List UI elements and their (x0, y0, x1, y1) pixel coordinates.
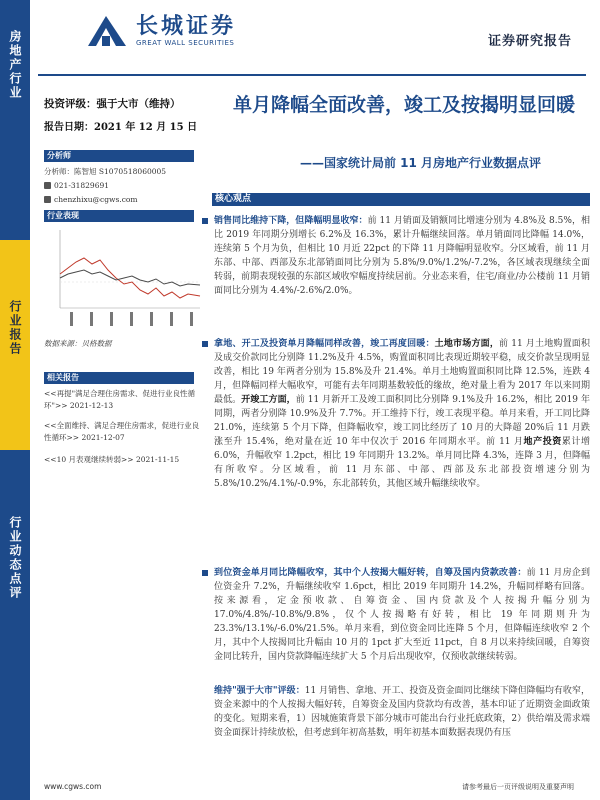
report-type-label: 证券研究报告 (487, 34, 572, 49)
bullet-icon (202, 341, 208, 347)
chart-x-tick-label (70, 312, 73, 326)
investment-label: 地产投资 (523, 437, 562, 447)
logo-chinese-name: 长城证券 (136, 14, 237, 39)
core-point-funding (214, 566, 590, 664)
core-point-land-lead: 拿地、开工及投资单月降幅同样改善，竣工再度回暖： (214, 339, 435, 349)
chart-x-tick-label (150, 312, 153, 326)
related-report-link[interactable]: <<10 月表观继续转弱>> 2021-11-15 (44, 455, 180, 464)
related-report-link[interactable]: <<全面维持、满足合理住房需求，促进行业良性循环>> 2021-12-07 (44, 421, 200, 442)
analyst-phone (44, 181, 109, 190)
sidebar-report-label: 行业报告 (8, 300, 22, 356)
sidebar-industry-label: 房地产行业 (8, 30, 22, 100)
land-market-body: 前 11 月土地购置面积及成交价款同比分别降 11.2%及升 4.5%，购置面积同比表现近期较平稳，成交价款呈现明显改善，相比 19 年两者分别为 15.8%及升 21.4%。单月土地购置面积同比降 12.5%，连跌 4 月，但降幅同样大幅收窄，可能有去年同期基数较低的缘故，绝对量上看为 2017 年以来同期最低。 (214, 339, 590, 405)
investment-body: 累计增 6.0%，升幅收窄 1.2pct，相比 19 年同期升 13.2%。单月同比降 4.3%，连降 3 月，但降幅有所收窄。分区域看，前 11 月东部、中部、西部及东北部投资增速分别为 5.8%/10.2%/4.1%/-0.9%，东北部转负，其他区域升幅继续收窄。 (214, 437, 590, 489)
chart-x-tick-label (90, 312, 93, 326)
construction-label: 开竣工方面， (241, 395, 296, 405)
chart-x-tick-label (110, 312, 113, 326)
core-point-rating-lead: 维持"强于大市"评级： (214, 686, 305, 696)
sidebar-middle-block (0, 240, 30, 450)
report-date: 报告日期：2021 年 12 月 15 日 (44, 122, 198, 133)
core-point-sales (214, 214, 590, 298)
footer-website[interactable]: www.cgws.com (44, 782, 102, 791)
header-divider (38, 74, 586, 76)
phone-icon (44, 182, 51, 189)
chart-series-line-red (60, 258, 200, 298)
land-market-label: 土地市场方面， (434, 339, 500, 349)
report-title: 单月降幅全面改善，竣工及按揭明显回暖 (232, 94, 575, 116)
analyst-name-text: 分析师：陈智旭 S1070518060005 (44, 167, 167, 176)
bullet-icon (202, 570, 208, 576)
chart-x-tick-label (130, 312, 133, 326)
analyst-section-heading: 分析师 (44, 150, 194, 162)
chart-x-tick-label (170, 312, 173, 326)
bullet-icon (202, 218, 208, 224)
core-point-funding-lead: 到位资金单月同比降幅收窄，其中个人按揭大幅好转，自筹及国内贷款改善： (214, 568, 527, 578)
great-wall-logo-icon (86, 14, 128, 48)
analyst-email[interactable] (44, 195, 138, 204)
company-logo (86, 14, 236, 48)
performance-section-heading: 行业表现 (44, 210, 194, 222)
analyst-email-text[interactable]: chenzhixu@cgws.com (54, 195, 138, 204)
sidebar-bottom-block (0, 450, 30, 800)
sidebar (0, 0, 30, 800)
email-icon (44, 196, 51, 203)
report-subtitle: ——国家统计局前 11 月房地产行业数据点评 (300, 156, 542, 170)
chart-data-source: 数据来源：贝格数据 (44, 339, 112, 348)
industry-performance-chart (44, 224, 202, 332)
core-point-rating-body: 11 月销售、拿地、开工、投资及资金面同比继续下降但降幅均有收窄，资金来源中的个人按揭大幅好转，自筹资金及国内贷款均有改善，基本印证了近期资金面政策的变化。短期来看，1）因城施策背景下部分城市可能出台行业托底政策，2）供给端及需求端资金面探计持续放松，但考虑到年初高基数，明年初基本面数据表现仍有压 (214, 686, 590, 738)
logo-english-name: GREAT WALL SECURITIES (136, 39, 235, 47)
analyst-phone-text: 021-31829691 (54, 181, 110, 190)
construction-body: 前 11 月新开工及竣工面积同比分别降 9.1%及升 16.2%，相比 2019 年同期，两者分别降 10.9%及升 7.7%。开工维持下行，竣工表现平稳。单月来看，开工同比降 21.0%，连续第 5 个月下降，但降幅收窄，竣工同比经历了 10 月的大降超 20%后 11 月跌涨至升 15.4%，绝对量在近 10 年中仅次于 2016 年同期水平。前 11 月 (214, 395, 590, 447)
core-point-sales-body: 前 11 月销面及销额同比增速分别为 4.8%及 8.5%，相比 2019 年同期分别增长 6.2%及 16.3%，累计升幅继续回落。单月销面同比降幅 14.0%，连续第 5 个月为负，但相比 10 月近 22pct 的下降 11 月降幅明显收窄。分区域看，前 11 月东部、中部、西部及东北部销面同比分别为 5.8%/9.0%/1.2%/-7.2%，各区域表现继续全面转弱，前期表现较强的东部区域收窄幅度持续居前。分业态来看，住宅/商业/办公楼前 11 月销面同比分别为 4.4%/-2.6%/2.0%。 (214, 216, 590, 296)
related-report-link[interactable]: <<再提"满足合理住房需求、促进行业良性循环">> 2021-12-13 (44, 389, 196, 410)
core-point-sales-lead: 销售同比维持下降，但降幅明显收窄： (214, 216, 368, 226)
chart-x-tick-label (190, 312, 193, 326)
chart-series-line-gray (60, 270, 200, 286)
analyst-name (44, 166, 166, 177)
sidebar-top-block (0, 0, 30, 240)
core-views-heading: 核心观点 (212, 193, 590, 206)
core-point-land-construction (214, 337, 590, 491)
investment-rating: 投资评级：强于大市（维持） (44, 98, 181, 110)
core-point-rating (214, 684, 590, 776)
core-point-funding-body: 前 11 月房企到位资金升 7.2%，升幅继续收窄 1.6pct，相比 2019 年同期升 14.2%，升幅同样略有回落。按来源看，定金预收款、自筹资金、国内贷款及个人按揭升幅分别为 17.0%/4.8%/-10.8%/9.8%，仅个人按揭略有好转，相比 19 年同期则升为 23.3%/13.1%/-6.0%/21.5%。单月来看，到位资金同比连降 5 个月，但降幅连续收窄 2 个月，其中个人按揭同比升幅由 10 月的 1pct 扩大至近 11pct，自 8 月以来持续回暖，自筹资金同比转升，国内贷款降幅连续扩大 5 个月后出现收窄，仅预收款继续转弱。 (214, 568, 590, 662)
sidebar-comment-label: 行业动态点评 (8, 516, 22, 600)
related-reports-heading: 相关报告 (44, 372, 194, 384)
footer-disclaimer: 请参考最后一页评级说明及重要声明 (462, 783, 574, 791)
